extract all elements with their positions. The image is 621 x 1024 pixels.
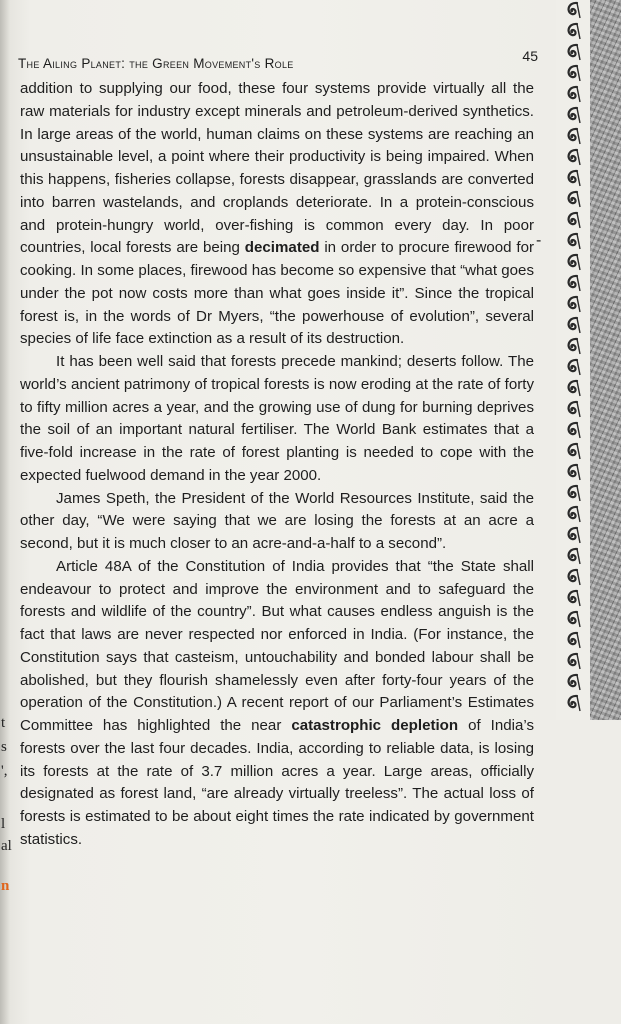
scroll-ornament-icon — [562, 147, 584, 168]
scroll-ornament-icon — [562, 693, 584, 714]
scroll-ornament-icon — [562, 126, 584, 147]
paragraph — [20, 488, 534, 556]
body-text — [20, 78, 534, 852]
bold-term: decimated — [244, 239, 320, 257]
scroll-ornament-icon — [562, 294, 584, 315]
margin-fragment: n — [1, 878, 10, 894]
paragraph — [20, 556, 534, 852]
scroll-ornament-icon — [562, 168, 584, 189]
margin-fragment: ', — [1, 763, 8, 779]
running-title: The Ailing Planet: the Green Movement's Role — [18, 56, 294, 71]
binding-shadow — [0, 0, 10, 1024]
scroll-ornament-icon — [562, 63, 584, 84]
scroll-ornament-icon — [562, 483, 584, 504]
scroll-ornament-icon — [562, 651, 584, 672]
scroll-ornament-icon — [562, 588, 584, 609]
scroll-ornament-icon — [562, 378, 584, 399]
scroll-ornament-icon — [562, 336, 584, 357]
paragraph-text: in order to procure firewood for cooking. In some places, firewood has become so expensive that “what goes under the pot now costs more than what goes inside it”. Since the tropical forest is, in the words of Dr Myers, “the powerhouse of evolution”, several species of life face extinction as a result of its destruction. — [20, 239, 534, 348]
scroll-ornament-icon — [562, 609, 584, 630]
margin-fragment: al — [1, 838, 12, 854]
paragraph-text: It has been well said that forests precede mankind; deserts follow. The world’s ancient patrimony of tropical forests is now eroding at the rate of forty to fifty million acres a year, and the growing use of dung for burning deprives the soil of an important natural fertiliser. The World Bank estimates that a five-fold increase in the rate of forest planting is needed to cope with the expected fuelwood demand in the year 2000. — [20, 353, 534, 484]
scroll-ornament-icon — [562, 210, 584, 231]
scroll-ornament-icon — [562, 105, 584, 126]
scroll-ornament-icon — [562, 231, 584, 252]
scroll-ornament-icon — [562, 189, 584, 210]
scroll-ornament-icon — [562, 84, 584, 105]
scroll-ornament-icon — [562, 567, 584, 588]
paragraph-text: addition to supplying our food, these four systems provide virtually all the raw materials for industry except minerals and petroleum-derived synthetics. In large areas of the world, human claims on these systems are reaching an unsustainable level, a point where their productivity is being impaired. When this happens, fisheries collapse, forests disappear, grasslands are converted into barren wastelands, and croplands deteriorate. In a protein-conscious and protein-hungry world, over-fishing is common every day. In poor countries, local forests are being — [20, 80, 534, 257]
margin-fragment: t — [1, 715, 6, 731]
scroll-ornament-icon — [562, 399, 584, 420]
paragraph-text: James Speth, the President of the World Resources Institute, said the other day, “We were saying that we are losing the forests at an acre a second, but it is much closer to an acre-and-a-half to a second”. — [20, 489, 534, 552]
scroll-ornament-icon — [562, 273, 584, 294]
paragraph — [20, 78, 534, 351]
scroll-ornament-icon — [562, 21, 584, 42]
scroll-ornament-icon — [562, 0, 584, 21]
scroll-ornament-icon — [562, 462, 584, 483]
paragraph — [20, 351, 534, 488]
scroll-ornament-icon — [562, 525, 584, 546]
margin-fragment: l — [1, 816, 6, 832]
scroll-ornament-icon — [562, 672, 584, 693]
scroll-ornament-icon — [562, 546, 584, 567]
scroll-ornament-icon — [562, 252, 584, 273]
margin-fragment: s — [1, 739, 7, 755]
margin-dash: - — [536, 232, 542, 249]
bold-term: catastrophic depletion — [291, 717, 459, 734]
scroll-ornament-icon — [562, 504, 584, 525]
paragraph-text: Article 48A of the Constitution of India provides that “the State shall endeavour to protect and improve the environment and to safeguard the forests and wildlife of the country”. But what causes endless anguish is the fact that laws are never respected nor enforced in India. (For instance, the Constitution says that casteism, untouchability and bonded labour shall be abolished, but they flourish shamelessly even after forty-four years of the operation of the Constitution.) A recent report of our Parliament’s Estimates Committee has highlighted the near — [20, 557, 534, 734]
scroll-ornament-icon — [562, 630, 584, 651]
page-header — [18, 48, 538, 76]
scroll-ornament-icon — [562, 42, 584, 63]
scroll-ornament-icon — [562, 357, 584, 378]
scroll-ornament-icon — [562, 315, 584, 336]
page-edge-background — [590, 0, 621, 720]
scroll-ornament-icon — [562, 441, 584, 462]
scroll-ornament-icon — [562, 420, 584, 441]
paragraph-text: of India’s forests over the last four decades. India, according to reliable data, is losing its forests at the rate of 3.7 million acres a year. Large areas, officially designated as forest land, “are already virtually treeless”. The actual loss of forests is estimated to be about eight times the rate indicated by government statistics. — [20, 717, 534, 848]
page-right-margin — [556, 720, 621, 1024]
decorative-border — [556, 0, 590, 720]
page-number: 45 — [522, 48, 538, 64]
